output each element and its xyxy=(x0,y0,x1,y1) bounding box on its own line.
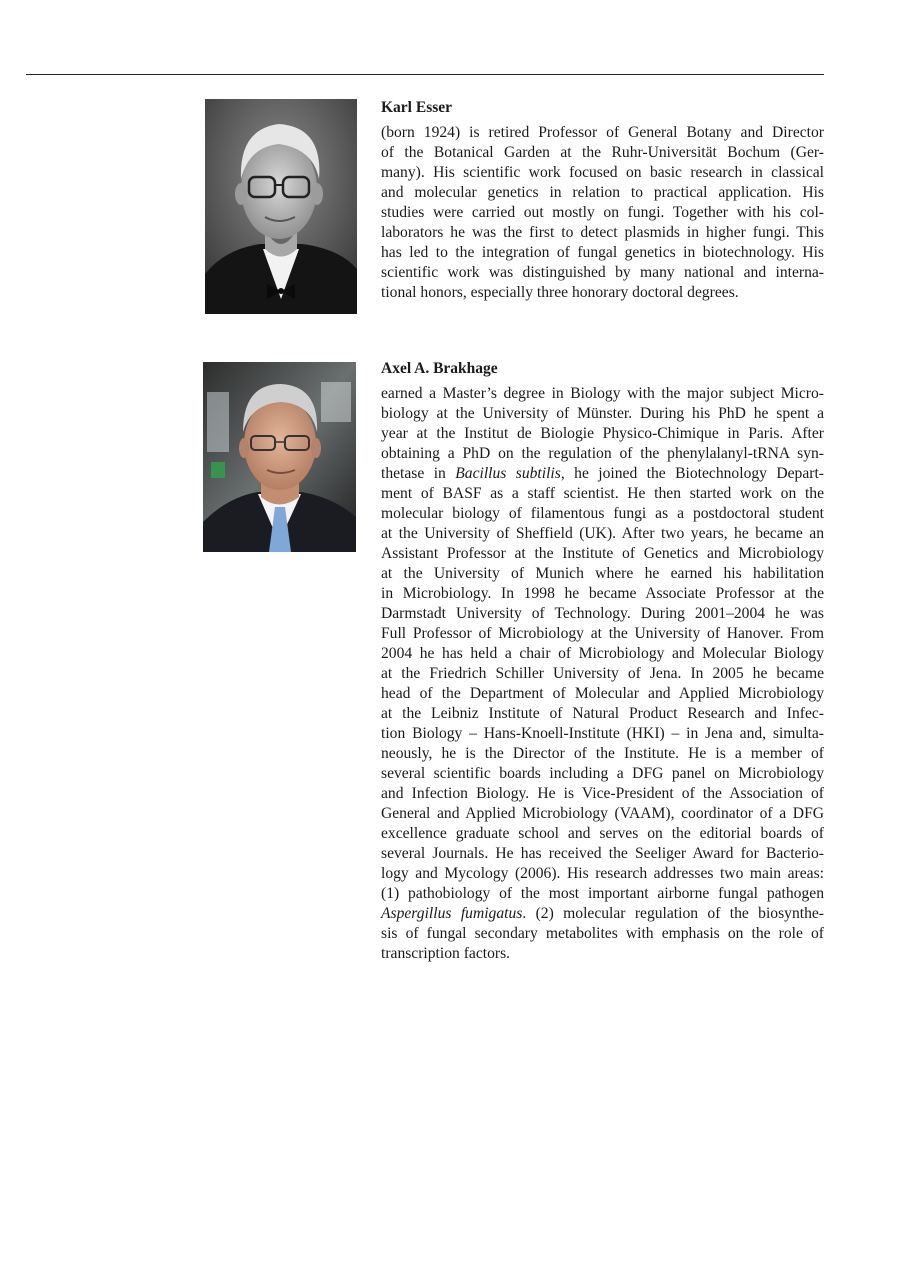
bio-text-line: General and Applied Microbiology (VAAM), coordinator of a DFG xyxy=(381,805,824,822)
bio-text-line: laborators he was the first to detect plasmids in higher fungi. This xyxy=(381,224,824,241)
bio-text-line: and molecular genetics in relation to practical application. His xyxy=(381,184,824,201)
bio-text-line: in Microbiology. In 1998 he became Associate Professor at the xyxy=(381,585,824,602)
bio-text-line: Aspergillus fumigatus. (2) molecular regulation of the biosynthe- xyxy=(381,905,824,922)
bio-text-line: several scientific boards including a DFG panel on Microbiology xyxy=(381,765,824,782)
bio-text-line: tional honors, especially three honorary doctoral degrees. xyxy=(381,284,739,301)
bio-text-line: excellence graduate school and serves on the editorial boards of xyxy=(381,825,824,842)
bio-text-line: at the University of Sheffield (UK). After two years, he became an xyxy=(381,525,824,542)
bio-text-line: obtaining a PhD on the regulation of the phenylalanyl-tRNA syn- xyxy=(381,445,824,462)
bio-text-line: (1) pathobiology of the most important airborne fungal pathogen xyxy=(381,885,824,902)
bio-text-line: studies were carried out mostly on fungi. Together with his col- xyxy=(381,204,824,221)
bio-text-line: at the Leibniz Institute of Natural Product Research and Infec- xyxy=(381,705,824,722)
bio-text-line: Assistant Professor at the Institute of Genetics and Microbiology xyxy=(381,545,824,562)
bio-text xyxy=(381,384,824,964)
bio-text-line: 2004 he has held a chair of Microbiology and Molecular Biology xyxy=(381,645,824,662)
bio-text-line: Darmstadt University of Technology. During 2001–2004 he was xyxy=(381,605,824,622)
italic-term: Bacillus subtilis xyxy=(455,465,561,482)
bio-text-line: Full Professor of Microbiology at the University of Hanover. From xyxy=(381,625,824,642)
bio-text-line: ment of BASF as a staff scientist. He then started work on the xyxy=(381,485,824,502)
bio-text-line: and Infection Biology. He is Vice-President of the Association of xyxy=(381,785,824,802)
bio-text-line: has led to the integration of fungal genetics in biotechnology. His xyxy=(381,244,824,261)
italic-term: Aspergillus fumigatus xyxy=(381,905,523,922)
bio-text-line: tion Biology – Hans-Knoell-Institute (HKI) – in Jena and, simulta- xyxy=(381,725,824,742)
portrait-karl-esser-icon xyxy=(205,99,357,314)
header-rule xyxy=(26,74,824,75)
bio-text-line: molecular biology of filamentous fungi as a postdoctoral student xyxy=(381,505,824,522)
bio-text-line: several Journals. He has received the Seeliger Award for Bacterio- xyxy=(381,845,824,862)
bio-text-line: year at the Institut de Biologie Physico-Chimique in Paris. After xyxy=(381,425,824,442)
bio-text-line: earned a Master’s degree in Biology with the major subject Micro- xyxy=(381,385,824,402)
bio-name: Karl Esser xyxy=(381,99,453,116)
bio-text xyxy=(381,123,824,303)
bio-text-line: neously, he is the Director of the Institute. He is a member of xyxy=(381,745,824,762)
bio-text-line: logy and Mycology (2006). His research addresses two main areas: xyxy=(381,865,824,882)
bio-text-line: at the Friedrich Schiller University of Jena. In 2005 he became xyxy=(381,665,824,682)
bio-text-line: at the University of Munich where he earned his habilitation xyxy=(381,565,824,582)
portrait-axel-brakhage-icon xyxy=(203,362,356,552)
bio-text-line: scientific work was distinguished by many national and interna- xyxy=(381,264,824,281)
bio-text-line: head of the Department of Molecular and Applied Microbiology xyxy=(381,685,824,702)
bio-text-line: many). His scientific work focused on basic research in classical xyxy=(381,164,824,181)
bio-text-line: sis of fungal secondary metabolites with emphasis on the role of xyxy=(381,925,824,942)
bio-text-line: thetase in Bacillus subtilis, he joined the Biotechnology Depart- xyxy=(381,465,824,482)
bio-text-line: transcription factors. xyxy=(381,945,511,962)
bio-text-line: of the Botanical Garden at the Ruhr-Universität Bochum (Ger- xyxy=(381,144,824,161)
bio-text-line: (born 1924) is retired Professor of General Botany and Director xyxy=(381,124,824,141)
bio-text-line: biology at the University of Münster. During his PhD he spent a xyxy=(381,405,824,422)
bio-name: Axel A. Brakhage xyxy=(381,360,498,377)
